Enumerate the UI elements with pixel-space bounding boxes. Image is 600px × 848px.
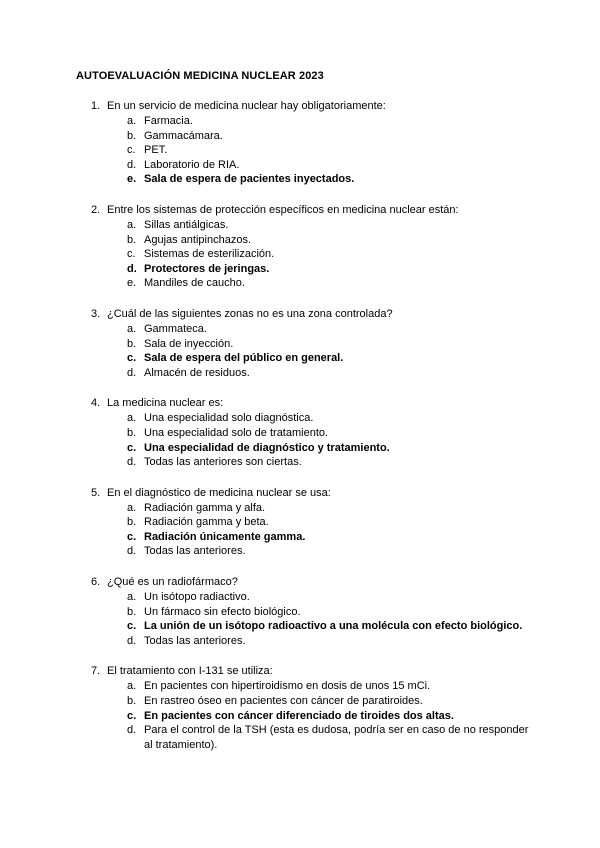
question-4	[0, 396, 600, 469]
answer-option	[0, 129, 600, 144]
option-letter: e.	[127, 173, 137, 186]
answer-option	[0, 247, 600, 262]
question-row	[0, 486, 600, 501]
option-letter: c.	[127, 248, 136, 261]
option-letter: b.	[127, 337, 137, 350]
option-text: Radiación gamma y alfa.	[144, 501, 266, 514]
correct-answer-option	[0, 172, 600, 187]
option-letter: d.	[127, 158, 137, 171]
option-text: Una especialidad de diagnóstico y tratamiento.	[144, 441, 390, 454]
option-text: En pacientes con hipertiroidismo en dosis de unos 15 mCi.	[144, 680, 431, 693]
option-text: En rastreo óseo en pacientes con cáncer de paratiroides.	[144, 695, 423, 708]
option-letter: a.	[127, 680, 137, 693]
option-letter: d.	[127, 634, 137, 647]
option-letter: b.	[127, 129, 137, 142]
option-text: Sistemas de esterilización.	[144, 248, 275, 261]
option-text: Una especialidad solo diagnóstica.	[144, 412, 314, 425]
answer-option	[0, 515, 600, 530]
option-text: Agujas antipinchazos.	[144, 233, 252, 246]
option-text: Un fármaco sin efecto biológico.	[144, 605, 301, 618]
option-letter: e.	[127, 277, 137, 290]
answer-option	[0, 233, 600, 248]
option-text: Laboratorio de RIA.	[144, 158, 240, 171]
answer-option	[0, 679, 600, 694]
option-text: Gammateca.	[144, 322, 207, 335]
option-letter: a.	[127, 501, 137, 514]
answer-option	[0, 590, 600, 605]
question-6	[0, 575, 600, 648]
option-letter: a.	[127, 322, 137, 335]
answer-option	[0, 218, 600, 233]
option-text: En pacientes con cáncer diferenciado de tiroides dos altas.	[144, 709, 454, 722]
option-letter: a.	[127, 115, 137, 127]
question-2	[0, 203, 600, 291]
option-letter: d.	[127, 545, 137, 558]
option-text: Protectores de jeringas.	[144, 262, 270, 275]
option-letter: d.	[127, 366, 137, 379]
question-5	[0, 486, 600, 559]
correct-answer-option	[0, 619, 600, 634]
option-text: Una especialidad solo de tratamiento.	[144, 426, 329, 439]
option-letter: c.	[127, 441, 137, 454]
option-text: Para el control de la TSH (esta es dudosa, podría ser en caso de no responder al tratamiento).	[144, 724, 529, 751]
question-row	[0, 99, 600, 114]
answer-option	[0, 723, 600, 752]
option-text: Radiación únicamente gamma.	[144, 530, 306, 543]
question-row	[0, 664, 600, 679]
answer-option	[0, 337, 600, 352]
question-number: 3.	[91, 307, 101, 320]
question-7	[0, 664, 600, 752]
option-text: PET.	[144, 144, 168, 157]
answer-option	[0, 276, 600, 291]
correct-answer-option	[0, 262, 600, 277]
answer-option	[0, 544, 600, 559]
question-3	[0, 307, 600, 380]
question-1	[0, 99, 600, 187]
option-text: Sala de espera de pacientes inyectados.	[144, 173, 355, 186]
answer-option	[0, 605, 600, 620]
option-letter: b.	[127, 605, 137, 618]
option-letter: a.	[127, 218, 137, 231]
option-text: Almacén de residuos.	[144, 366, 250, 379]
answer-option	[0, 366, 600, 381]
document-title: AUTOEVALUACIÓN MEDICINA NUCLEAR 2023	[76, 70, 324, 82]
question-text: La medicina nuclear es:	[107, 397, 224, 410]
answer-option	[0, 634, 600, 649]
question-row	[0, 203, 600, 218]
option-letter: c.	[127, 530, 137, 543]
option-text: Sala de espera del público en general.	[144, 352, 344, 365]
answer-option	[0, 143, 600, 158]
question-text: ¿Cuál de las siguientes zonas no es una zona controlada?	[107, 307, 393, 320]
option-letter: c.	[127, 709, 137, 722]
question-text: El tratamiento con I-131 se utiliza:	[107, 665, 273, 678]
option-text: Un isótopo radiactivo.	[144, 591, 250, 604]
option-letter: a.	[127, 591, 137, 604]
option-text: Sala de inyección.	[144, 337, 234, 350]
answer-option	[0, 411, 600, 426]
option-text: Sillas antiálgicas.	[144, 218, 229, 231]
answer-option	[0, 114, 600, 129]
question-number: 6.	[91, 576, 101, 589]
correct-answer-option	[0, 441, 600, 456]
option-letter: b.	[127, 233, 137, 246]
answer-option	[0, 426, 600, 441]
question-row	[0, 575, 600, 590]
answer-option	[0, 158, 600, 173]
question-text: Entre los sistemas de protección específicos en medicina nuclear están:	[107, 203, 459, 216]
question-text: ¿Qué es un radiofármaco?	[107, 576, 238, 589]
question-number: 7.	[91, 665, 101, 678]
correct-answer-option	[0, 351, 600, 366]
option-letter: b.	[127, 516, 137, 529]
question-list	[0, 99, 600, 768]
answer-option	[0, 694, 600, 709]
option-letter: b.	[127, 426, 137, 439]
option-letter: d.	[127, 456, 137, 469]
question-row	[0, 307, 600, 322]
option-text: Todas las anteriores son ciertas.	[144, 456, 302, 469]
option-letter: b.	[127, 695, 137, 708]
answer-option	[0, 322, 600, 337]
question-number: 5.	[91, 486, 101, 499]
option-text: Mandiles de caucho.	[144, 277, 245, 290]
option-letter: d.	[127, 262, 137, 275]
option-letter: c.	[127, 144, 136, 157]
question-number: 1.	[91, 100, 101, 112]
option-text: Todas las anteriores.	[144, 634, 246, 647]
question-row	[0, 396, 600, 411]
option-letter: c.	[127, 352, 137, 365]
option-text: Radiación gamma y beta.	[144, 516, 269, 529]
answer-option	[0, 455, 600, 470]
question-text: En el diagnóstico de medicina nuclear se usa:	[107, 486, 331, 499]
option-letter: c.	[127, 620, 137, 633]
option-text: La unión de un isótopo radioactivo a una molécula con efecto biológico.	[144, 620, 523, 633]
option-text: Gammacámara.	[144, 129, 223, 142]
option-text: Todas las anteriores.	[144, 545, 246, 558]
option-letter: d.	[127, 724, 137, 737]
option-letter: a.	[127, 412, 137, 425]
correct-answer-option	[0, 530, 600, 545]
correct-answer-option	[0, 709, 600, 724]
question-text: En un servicio de medicina nuclear hay obligatoriamente:	[107, 100, 386, 112]
question-number: 4.	[91, 397, 101, 410]
question-number: 2.	[91, 203, 101, 216]
answer-option	[0, 501, 600, 516]
option-text: Farmacia.	[144, 115, 193, 127]
